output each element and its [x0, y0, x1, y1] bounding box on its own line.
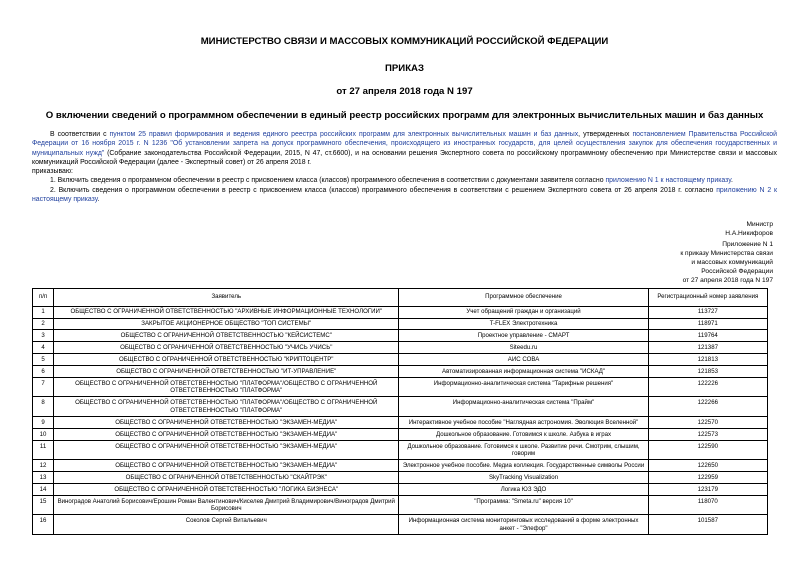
table-row — [33, 472, 768, 484]
header-applicant: Заявитель — [54, 289, 399, 307]
row-software: Siteedu.ru — [399, 342, 648, 354]
table-row — [33, 366, 768, 378]
row-reg-number: 121853 — [648, 366, 767, 378]
header-reg-number: Регистрационный номер заявления — [648, 289, 767, 307]
row-applicant: ОБЩЕСТВО С ОГРАНИЧЕННОЙ ОТВЕТСТВЕННОСТЬЮ "ЭКЗАМЕН-МЕДИА" — [54, 416, 399, 428]
row-num: 4 — [33, 342, 54, 354]
item-1-text: 1. Включить сведения о программном обеспечении в реестр с присвоением класса (классов) программного обеспечения в соответствии с документами заявителя согласно — [50, 177, 606, 185]
row-num: 15 — [33, 495, 54, 514]
registry-table — [32, 288, 768, 535]
appendix-line-3: и массовых коммуникаций — [691, 258, 773, 266]
table-row — [33, 440, 768, 459]
table-header-row — [33, 289, 768, 307]
item-2-end: . — [97, 196, 100, 204]
table-row — [33, 318, 768, 330]
row-num: 11 — [33, 440, 54, 459]
row-applicant: Виноградов Анатолий Борисович/Ерошин Роман Валентинович/Киселев Дмитрий Владимирович/Виноградов Дмитрий Борисович — [54, 495, 399, 514]
preamble-text-3: (Собрание законодательства Российской Федерации, 2015, N 47, ст.6600), и на основании решения Экспертного совета по российскому программному обеспечению при Министерстве связи и массовых коммуникаций Российской Федерации (далее - Экспертный совет) от 26 апреля 2018 г. — [32, 149, 777, 166]
row-reg-number: 113727 — [648, 306, 767, 318]
order-word: приказываю: — [32, 168, 73, 176]
row-reg-number: 101587 — [648, 515, 767, 534]
row-applicant: ОБЩЕСТВО С ОГРАНИЧЕННОЙ ОТВЕТСТВЕННОСТЬЮ "ЭКЗАМЕН-МЕДИА" — [54, 428, 399, 440]
row-reg-number: 123179 — [648, 483, 767, 495]
row-software: Дошкольное образование. Готовимся к школе. Азбука в играх — [399, 428, 648, 440]
row-software: Информационно-аналитическая система "Прайм" — [399, 397, 648, 416]
document-date: от 27 апреля 2018 года N 197 — [336, 86, 473, 97]
row-reg-number: 122570 — [648, 416, 767, 428]
row-reg-number: 121387 — [648, 342, 767, 354]
row-software: Логика ЮЗ ЭДО — [399, 483, 648, 495]
row-software: Информационная система мониторинговых исследований в форме электронных анкет - "Элефор" — [399, 515, 648, 534]
row-software: Информационно-аналитическая система "Тарифные решения" — [399, 377, 648, 396]
row-num: 9 — [33, 416, 54, 428]
appendix-line-2: к приказу Министерства связи — [680, 249, 773, 257]
appendix-1-link[interactable]: приложению N 1 к настоящему приказу — [605, 177, 731, 185]
row-num: 6 — [33, 366, 54, 378]
row-num: 5 — [33, 354, 54, 366]
table-row — [33, 428, 768, 440]
row-reg-number: 122573 — [648, 428, 767, 440]
table-row — [33, 354, 768, 366]
row-applicant: ОБЩЕСТВО С ОГРАНИЧЕННОЙ ОТВЕТСТВЕННОСТЬЮ "АРХИВНЫЕ ИНФОРМАЦИОННЫЕ ТЕХНОЛОГИИ" — [54, 306, 399, 318]
row-num: 12 — [33, 460, 54, 472]
row-reg-number: 122650 — [648, 460, 767, 472]
row-num: 1 — [33, 306, 54, 318]
row-num: 10 — [33, 428, 54, 440]
document-title: О включении сведений о программном обеспечении в единый реестр российских программ для электронных вычислительных машин и баз данных — [45, 110, 764, 121]
row-reg-number: 122266 — [648, 397, 767, 416]
order-item-1 — [32, 176, 777, 185]
preamble-text-2: , утвержденных — [578, 131, 633, 138]
row-num: 2 — [33, 318, 54, 330]
ministry-name: МИНИСТЕРСТВО СВЯЗИ И МАССОВЫХ КОММУНИКАЦИЙ РОССИЙСКОЙ ФЕДЕРАЦИИ — [200, 36, 609, 47]
order-item-2 — [32, 186, 777, 205]
item-2-text: 2. Включить сведения о программном обеспечении в реестр с присвоением класса (классов) программного обеспечения в соответствии с решением Экспертного совета от 26 апреля 2018 г. согласно — [50, 186, 717, 194]
row-num: 7 — [33, 377, 54, 396]
row-software: Учет обращений граждан и организаций — [399, 306, 648, 318]
row-num: 13 — [33, 472, 54, 484]
signatory-name: Н.А.Никифоров — [725, 230, 773, 238]
row-software: "Программа: "Smeta.ru" версия 10" — [399, 495, 648, 514]
row-software: Автоматизированная информационная система "ИСКАД" — [399, 366, 648, 378]
signatory-position: Министр — [746, 221, 773, 229]
table-row — [33, 306, 768, 318]
row-reg-number: 118971 — [648, 318, 767, 330]
table-row — [33, 515, 768, 534]
row-applicant: ОБЩЕСТВО С ОГРАНИЧЕННОЙ ОТВЕТСТВЕННОСТЬЮ "ЭКЗАМЕН-МЕДИА" — [54, 440, 399, 459]
row-reg-number: 122226 — [648, 377, 767, 396]
appendix-header — [32, 240, 777, 285]
row-num: 16 — [33, 515, 54, 534]
table-row — [33, 416, 768, 428]
header-num: п/п — [33, 289, 54, 307]
row-applicant: ЗАКРЫТОЕ АКЦИОНЕРНОЕ ОБЩЕСТВО "ТОП СИСТЕМЫ" — [54, 318, 399, 330]
table-row — [33, 495, 768, 514]
table-row — [33, 483, 768, 495]
row-applicant: ОБЩЕСТВО С ОГРАНИЧЕННОЙ ОТВЕТСТВЕННОСТЬЮ "ЛОГИКА БИЗНЕСА" — [54, 483, 399, 495]
row-software: АИС СОВА — [399, 354, 648, 366]
row-applicant: ОБЩЕСТВО С ОГРАНИЧЕННОЙ ОТВЕТСТВЕННОСТЬЮ "ИТ-УПРАВЛЕНИЕ" — [54, 366, 399, 378]
document-type: ПРИКАЗ — [385, 63, 424, 74]
row-software: T-FLEX Электротехника — [399, 318, 648, 330]
row-reg-number: 119764 — [648, 330, 767, 342]
row-num: 8 — [33, 397, 54, 416]
row-applicant: ОБЩЕСТВО С ОГРАНИЧЕННОЙ ОТВЕТСТВЕННОСТЬЮ "ЭКЗАМЕН-МЕДИА" — [54, 460, 399, 472]
row-reg-number: 122590 — [648, 440, 767, 459]
row-applicant: ОБЩЕСТВО С ОГРАНИЧЕННОЙ ОТВЕТСТВЕННОСТЬЮ "ПЛАТФОРМА"/ОБЩЕСТВО С ОГРАНИЧЕННОЙ ОТВЕТСТВЕННОСТЬЮ "ПЛАТФОРМА" — [54, 377, 399, 396]
row-reg-number: 118070 — [648, 495, 767, 514]
row-applicant: ОБЩЕСТВО С ОГРАНИЧЕННОЙ ОТВЕТСТВЕННОСТЬЮ "СКАЙТРЭК" — [54, 472, 399, 484]
row-num: 3 — [33, 330, 54, 342]
appendix-2-link[interactable]: приложению N 2 к настоящему приказу — [32, 186, 777, 204]
government-decree-link[interactable]: постановлением Правительства Российской Федерации от 16 ноября 2015 г. N 1236 "Об установлении запрета на допуск программного обеспечения, происходящего из иностранных государств, для целей осуществления закупок для обеспечения государственных и муниципальных нужд" — [32, 131, 777, 157]
appendix-line-4: Российской Федерации — [701, 267, 773, 275]
preamble-text-1: В соответствии с — [50, 131, 110, 138]
rules-link[interactable]: пунктом 25 правил формирования и ведения единого реестра российских программ для электронных вычислительных машин и баз данных — [109, 131, 579, 138]
table-row — [33, 377, 768, 396]
row-software: Проектное управление - СМАРТ — [399, 330, 648, 342]
row-software: SkyTracking Visualization — [399, 472, 648, 484]
row-software: Дошкольное образование. Готовимся к школе. Развитие речи. Смотрим, слышим, говорим — [399, 440, 648, 459]
row-software: Интерактивное учебное пособие "Наглядная астрономия. Эволюция Вселенной" — [399, 416, 648, 428]
header-software: Программное обеспечение — [399, 289, 648, 307]
row-num: 14 — [33, 483, 54, 495]
row-software: Электронное учебное пособие. Медиа коллекция. Государственные символы России — [399, 460, 648, 472]
preamble-paragraph — [32, 130, 777, 167]
row-applicant: ОБЩЕСТВО С ОГРАНИЧЕННОЙ ОТВЕТСТВЕННОСТЬЮ "КЕЙСИСТЕМС" — [54, 330, 399, 342]
item-1-end: . — [730, 177, 733, 185]
row-applicant: ОБЩЕСТВО С ОГРАНИЧЕННОЙ ОТВЕТСТВЕННОСТЬЮ "ПЛАТФОРМА"/ОБЩЕСТВО С ОГРАНИЧЕННОЙ ОТВЕТСТВЕННОСТЬЮ "ПЛАТФОРМА" — [54, 397, 399, 416]
table-row — [33, 342, 768, 354]
table-row — [33, 460, 768, 472]
row-applicant: Соколов Сергей Витальевич — [54, 515, 399, 534]
row-applicant: ОБЩЕСТВО С ОГРАНИЧЕННОЙ ОТВЕТСТВЕННОСТЬЮ "УЧИСЬ УЧИСЬ" — [54, 342, 399, 354]
row-applicant: ОБЩЕСТВО С ОГРАНИЧЕННОЙ ОТВЕТСТВЕННОСТЬЮ "КРИПТОЦЕНТР" — [54, 354, 399, 366]
table-row — [33, 397, 768, 416]
table-row — [33, 330, 768, 342]
row-reg-number: 122959 — [648, 472, 767, 484]
appendix-line-1: Приложение N 1 — [722, 240, 773, 248]
row-reg-number: 121813 — [648, 354, 767, 366]
signature-block — [32, 220, 777, 238]
appendix-line-5: от 27 апреля 2018 года N 197 — [682, 276, 773, 284]
